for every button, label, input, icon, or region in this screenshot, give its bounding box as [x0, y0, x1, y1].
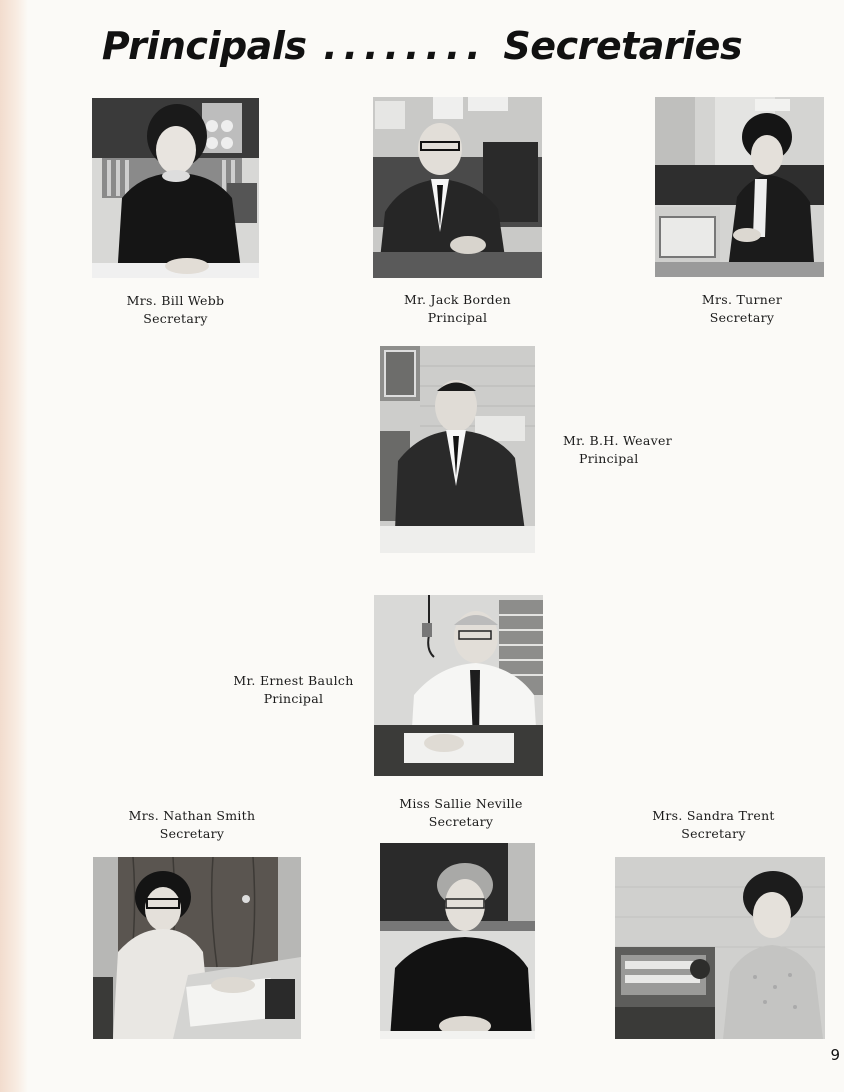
person-name: Mr. B.H. Weaver [563, 433, 672, 448]
person-name: Mrs. Nathan Smith [128, 808, 256, 823]
person-name: Mrs. Sandra Trent [652, 808, 775, 823]
title-secretaries: Secretaries [503, 24, 743, 68]
person-name: Miss Sallie Neville [399, 796, 523, 811]
caption-weaver [563, 432, 672, 468]
person-role: Principal [263, 691, 324, 706]
caption-baulch [225, 672, 362, 708]
page-number: 9 [830, 1046, 840, 1064]
page-title [0, 24, 844, 68]
person-name: Mr. Jack Borden [404, 292, 511, 307]
person-name: Mr. Ernest Baulch [233, 673, 354, 688]
person-name: Mrs. Bill Webb [126, 293, 225, 308]
page-binding-edge [0, 0, 28, 1092]
person-role: Secretary [143, 311, 208, 326]
title-dots: ........ [323, 24, 487, 68]
person-role: Principal [579, 451, 639, 466]
person-role: Secretary [709, 310, 775, 325]
title-principals: Principals [101, 24, 307, 68]
photo-weaver [380, 346, 535, 553]
photo-trent [615, 857, 825, 1039]
caption-smith [92, 807, 292, 843]
person-role: Secretary [681, 826, 746, 841]
person-role: Principal [427, 310, 488, 325]
caption-neville [380, 795, 542, 831]
caption-trent [650, 807, 777, 843]
caption-turner [655, 291, 829, 327]
person-name: Mrs. Turner [701, 292, 783, 307]
photo-neville [380, 843, 535, 1039]
caption-borden [373, 291, 542, 327]
person-role: Secretary [428, 814, 494, 829]
photo-smith [93, 857, 301, 1039]
photo-borden [373, 97, 542, 278]
photo-turner [655, 97, 824, 277]
photo-webb [92, 98, 259, 278]
person-role: Secretary [159, 826, 225, 841]
photo-baulch [374, 595, 543, 776]
caption-webb [92, 292, 259, 328]
